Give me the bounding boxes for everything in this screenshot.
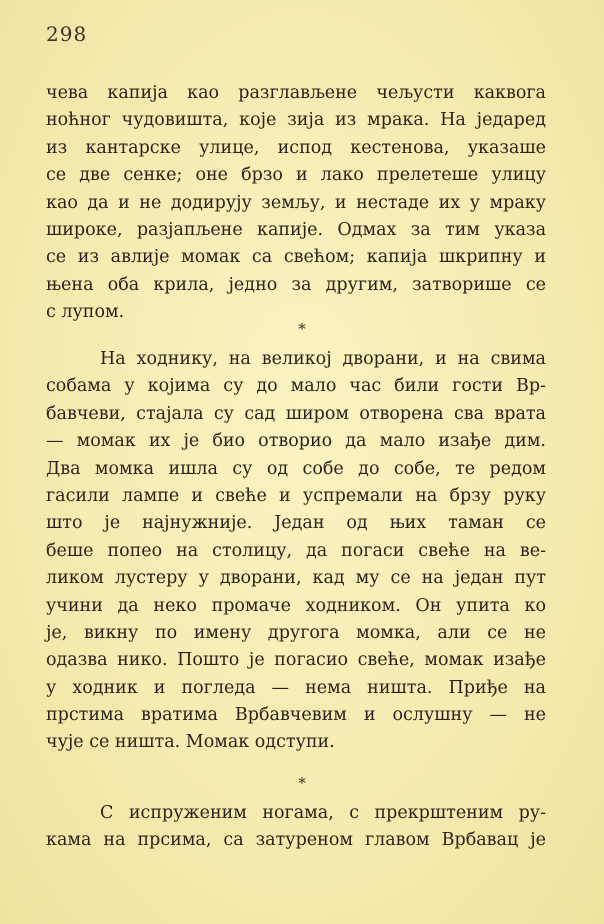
text-line: бавчеви, стајала су сад широм отворена сва врата: [46, 403, 546, 424]
text-line: кама на прсима, са затуреном главом Врбавац је: [46, 830, 546, 851]
paragraph-1: [46, 80, 546, 327]
text-line: Два момка ишла су од собе до собе, те редом: [46, 458, 546, 479]
text-line: — момак их је био отворио да мало изађе дим.: [46, 431, 546, 452]
text-line: С испруженим ногама, с прекрштеним ру-: [100, 803, 546, 823]
text-line: беше попео на столицу, да погаси свеће на ве-: [46, 540, 546, 561]
text-line: њена оба крила, једно за другим, затворише се: [46, 274, 546, 295]
text-line: с лупом.: [46, 302, 125, 323]
text-line: из кантарске улице, испод кестенова, указаше: [46, 137, 546, 158]
text-line: На ходнику, на великој дворани, и на свима: [100, 349, 546, 369]
text-line: је, викну по имену другога момка, али се не: [46, 622, 546, 643]
text-line: одазва нико. Пошто је погасио свеће, момак изађе: [46, 650, 546, 671]
text-line: се из авлије момак са свећом; капија шкрипну и: [46, 247, 546, 268]
paragraph-2: [46, 346, 546, 757]
text-line: као да и не додирују земљу, и нестаде их у мраку: [46, 192, 546, 213]
text-line: широке, разјапљене капије. Одмах за тим указа: [46, 219, 546, 240]
text-line: се две сенке; оне брзо и лако прелетеше улицу: [46, 165, 546, 186]
text-line: учини да неко промаче ходником. Он упита ко: [46, 595, 546, 616]
text-line: ноћног чудовишта, које зија из мрака. На једаред: [46, 110, 546, 131]
text-line: што је најнужније. Један од њих таман се: [46, 513, 546, 534]
text-line: чује се ништа. Момак одступи.: [46, 732, 335, 753]
page-number: 298: [46, 22, 88, 46]
text-line: гасили лампе и свеће и успремали на брзу руку: [46, 485, 546, 506]
section-separator: *: [298, 774, 306, 792]
section-separator: *: [298, 320, 306, 338]
text-line: чева капија као разглављене чељусти каквога: [46, 83, 546, 103]
text-line: собама у којима су до мало час били гости Вр-: [46, 376, 546, 397]
paragraph-3: [46, 800, 546, 855]
text-line: у ходник и погледа — нема ништа. Приђе на: [46, 677, 546, 698]
text-line: ликом лустеру у дворани, кад му се на један пут: [46, 568, 546, 589]
text-line: прстима вратима Врбавчевим и ослушну — не: [46, 705, 546, 726]
